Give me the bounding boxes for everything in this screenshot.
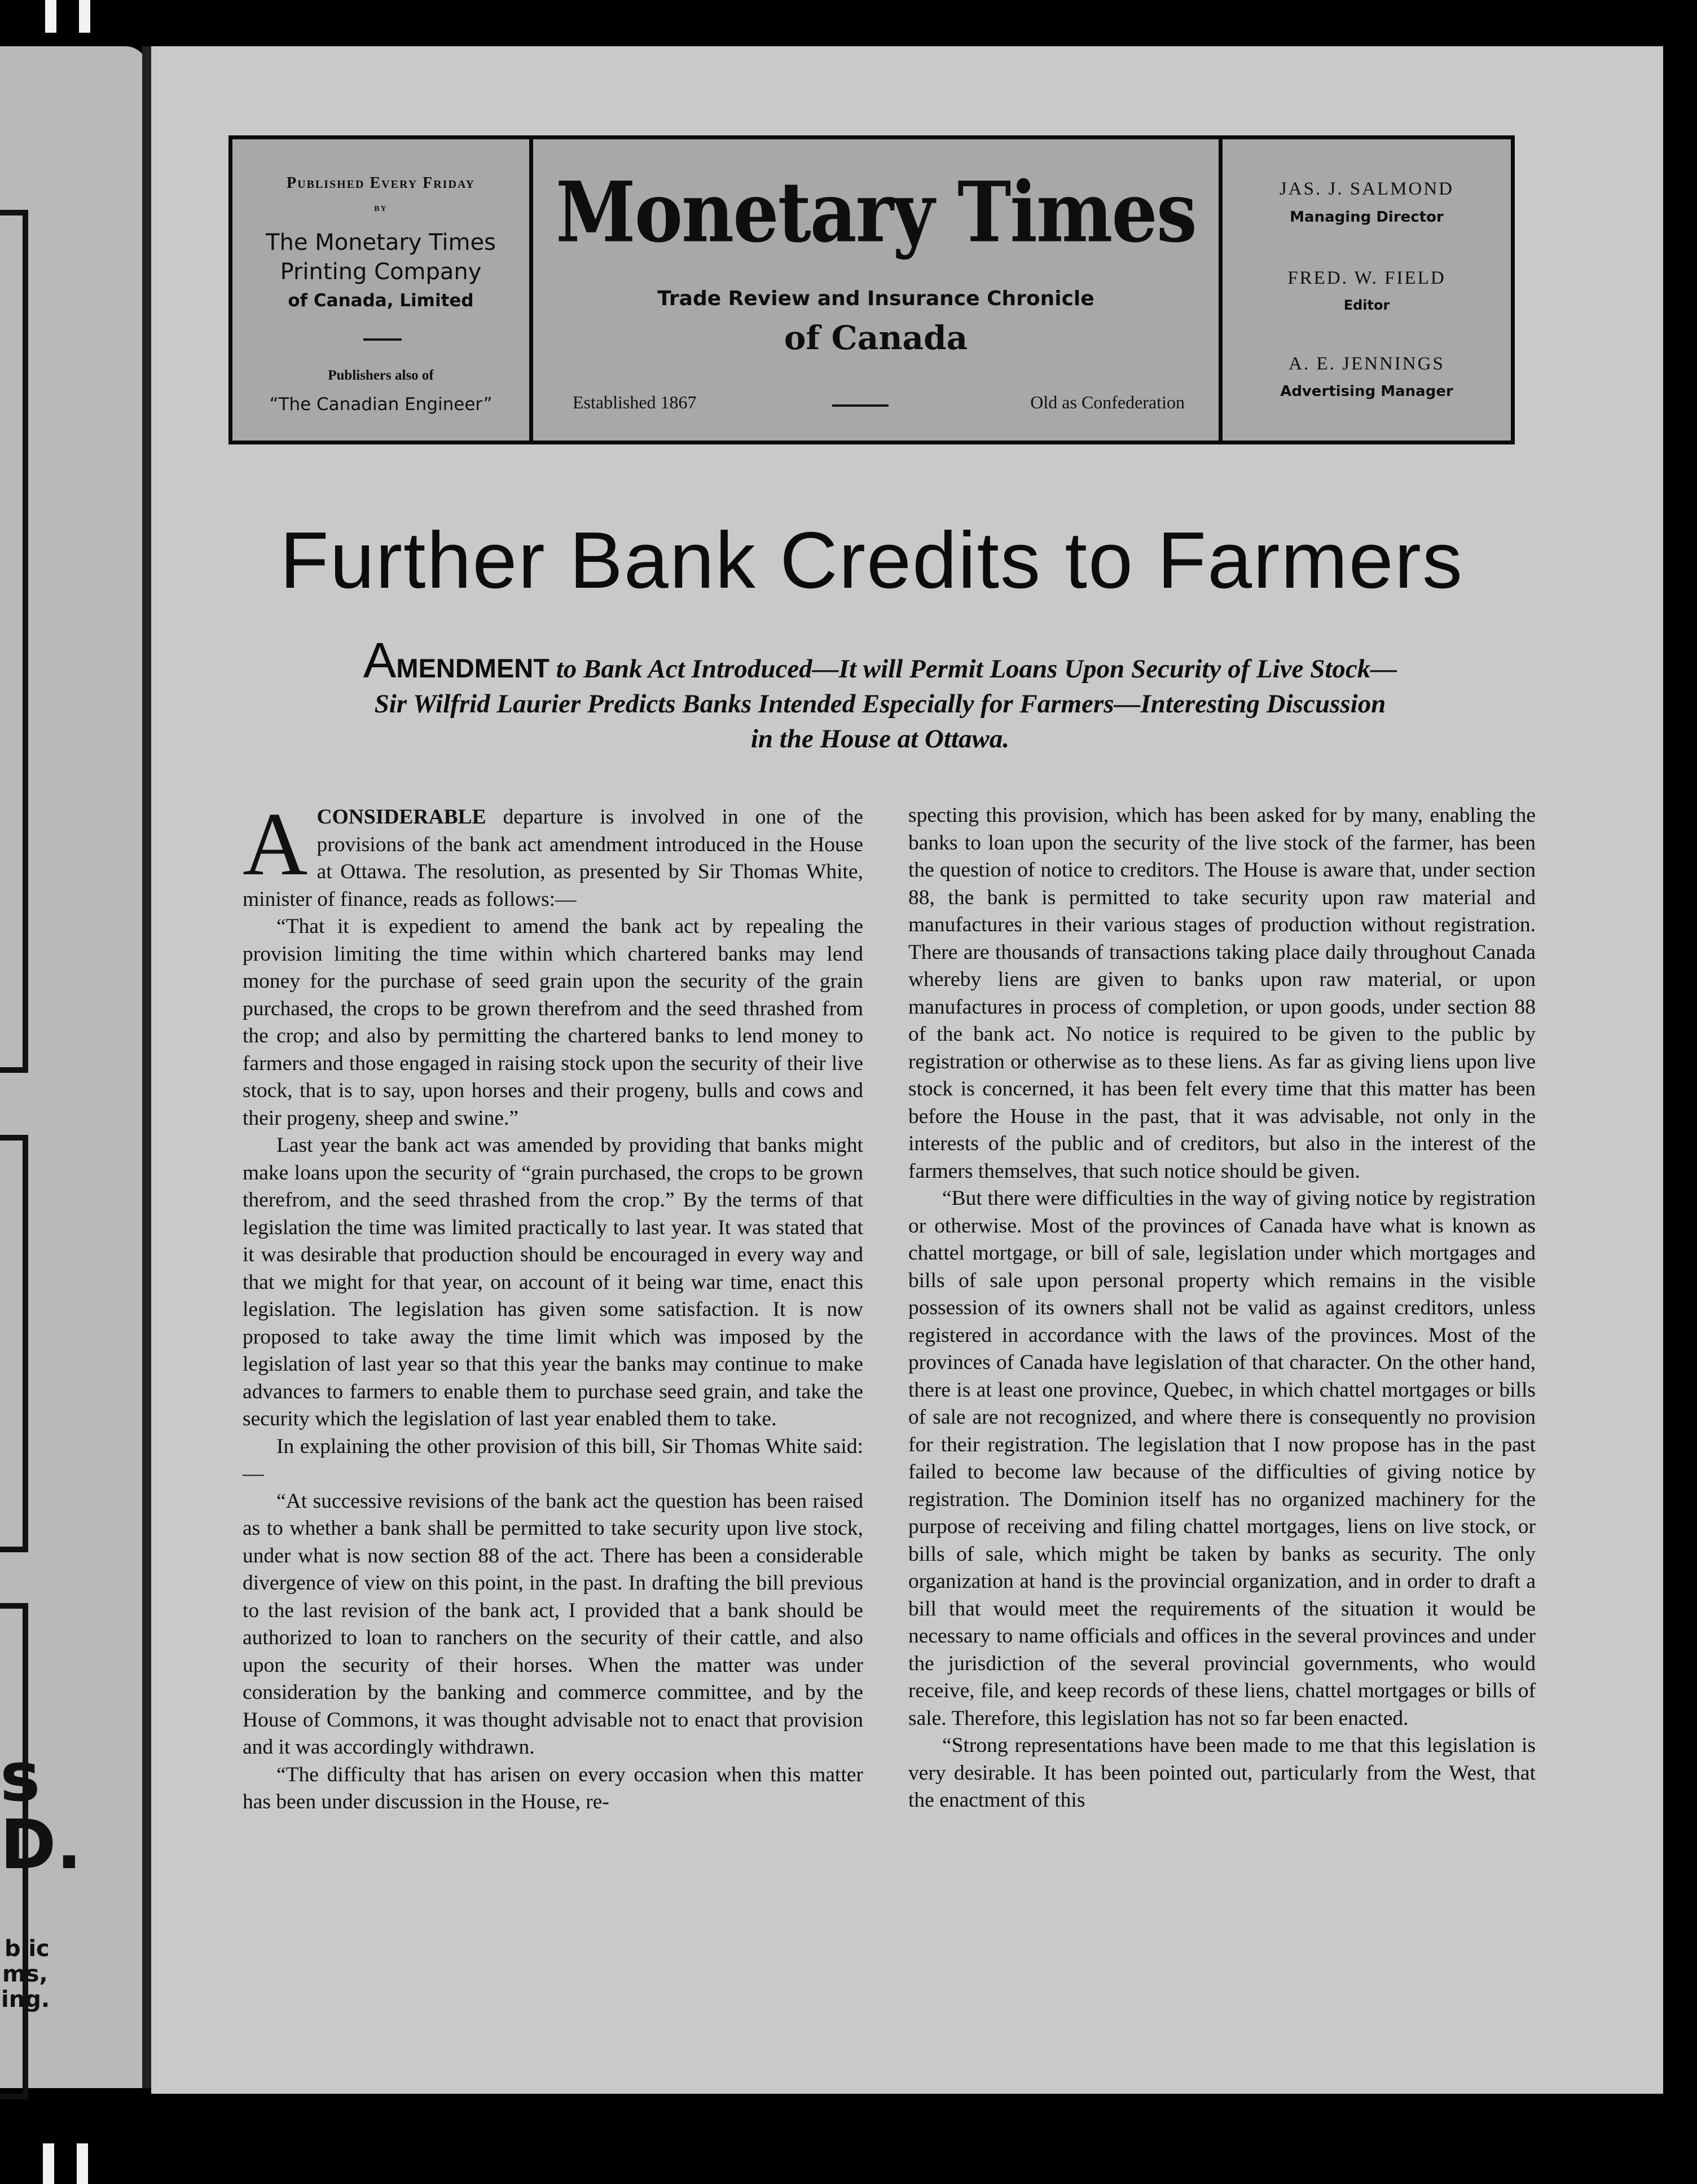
staff-role: Managing Director [1290,209,1444,226]
facing-page-fragment: ing. [1,1987,50,2013]
article-paragraph: “Strong representations have been made to me that this legislation is very desirable. It has been pointed out, particularly from the West, that the enactment of this [908,1734,1536,1812]
publication-of-canada: of Canada [784,319,968,357]
opening-caps: CONSIDERABLE [316,805,486,829]
masthead-title-panel [533,139,1223,441]
established-text: Established 1867 [573,392,697,412]
facing-page-fragment: s [0,1738,41,1817]
staff-name: JAS. J. SALMOND [1279,179,1454,199]
film-frame-mark [45,0,56,33]
article-paragraph: “But there were difficulties in the way of giving notice by registration or otherwise. Most of the provinces of Canada have what is known as chattel mortgage, or bill of sale, legislation under which mortgages and bills of sale upon personal property which remains in the visible possession of its owners shall not be valid as against creditors, unless registered in accordance with the laws of the provinces. Most of the provinces of Canada have legislation of that character. On the other hand, there is at least one province, Quebec, in which chattel mortgages or bills of sale are not recognized, and where there is consequently no provision for their registration. The legislation that I now propose has in the past failed to become law because of the difficulties of giving notice by registration. The Dominion itself has no organized machinery for the purpose of receiving and filing chattel mortgages, liens on live stock, or bills of sale, which might be taken by banks as security. The only organization at hand is the provincial organization, and in order to draft a bill that would meet the requirements of the situation it would be necessary to name officials and offices in the several provinces and under the jurisdiction of the several provincial governments, who would receive, file, and keep records of these liens, chattel mortgages or bills of sale. Therefore, this legislation has not so far been enacted. [908,1187,1536,1730]
article-headline: Further Bank Credits to Farmers [280,516,1463,605]
staff-role: Advertising Manager [1280,383,1453,400]
article-paragraph: “At successive revisions of the bank act the question has been raised as to whether a bank shall be permitted to take security upon live stock, under what is now section 88 of the act. There has been a considerable divergence of view on this point, in the past. In drafting the bill previous to the last revision of the bank act, I provided that a bank should be authorized to loan to ranchers on the security of their cattle, and also upon the security of their horses. When the matter was under consideration by the banking and commerce committee, and by the House of Commons, it was thought advisable not to enact that provision and it was accordingly withdrawn. [243,1489,863,1759]
publisher-name: Printing Company [280,259,482,285]
article-paragraph: specting this provision, which has been asked for by many, enabling the banks to loan upon the security of the live stock of the farmer, has been the question of notice to creditors. The House is aware that, under section 88, the bank is permitted to take security upon raw material and manufactures in their various stages of production without registration. There are thousands of transactions taking place daily throughout Canada whereby liens are given to banks upon raw material, or upon manufactures in process of completion, or upon goods, under section 88 of the bank act. No notice is required to be given to the public by registration or otherwise as to these liens. As far as giving liens upon live stock is concerned, it has been felt every time that this matter has been before the House in the past, that it was advisable, not only in the interests of the public and of creditors, but also in the interest of the farmers themselves, that such notice should be given. [908,804,1536,1183]
publisher-name: The Monetary Times [266,230,496,256]
article-paragraph [243,794,864,913]
masthead-publisher-panel [232,139,533,441]
film-frame-mark [43,2143,54,2184]
article-deck [361,632,1399,756]
publication-subtitle: Trade Review and Insurance Chronicle [657,287,1094,310]
staff-role: Editor [1343,297,1390,313]
also-publishes-title: “The Canadian Engineer” [269,394,493,415]
page-gutter [142,46,151,2088]
facing-page-fragment: D. [0,1806,82,1884]
facing-page-strip [0,46,148,2088]
article-column-left [243,794,864,1816]
article-paragraph: “That it is expedient to amend the bank act by repealing the provision limiting the time within which chartered banks may lend money for the purchase of seed grain upon the security of the grain purchased, the crops to be grown therefrom and the seed thrashed from the crop; and also by permitting the chartered banks to lend money to farmers and those engaged in raising stock upon the security of their live stock, that is to say, upon horses and their progeny, bulls and cows and their progeny, sheep and swine.” [243,915,863,1130]
facing-page-fragment: ms, [2,1961,48,1987]
publisher-name: of Canada, Limited [288,290,474,311]
publication-frequency: Published Every Friday [287,174,475,192]
film-frame-mark [77,2143,88,2184]
facing-page-fragment: blic [5,1936,50,1962]
film-frame-mark [79,0,90,33]
article-paragraph: “The difficulty that has arisen on every occasion when this matter has been under discussion in the House, re- [243,1763,863,1813]
paragraph-text: departure is involved in one of the provisions of the bank act amendment introduced in the House at Ottawa. The resolution, as presented by Sir Thomas White, minister of finance, reads as follows:— [243,805,864,911]
masthead-staff-panel [1223,139,1511,441]
article-column-right [908,802,1536,1815]
deck-caps-word: MENDMENT [396,653,549,683]
article-paragraph: In explaining the other provision of this bill, Sir Thomas White said:— [243,1434,863,1485]
staff-name: FRED. W. FIELD [1287,268,1446,288]
separator-dash [363,338,402,341]
deck-initial: A [363,632,397,688]
staff-name: A. E. JENNINGS [1289,354,1445,374]
facing-page-box [0,1135,28,1552]
facing-page-box [0,210,28,1073]
motto-text: Old as Confederation [1030,392,1185,412]
deck-text: to Bank Act Introduced—It will Permit Loans Upon Security of Live Stock—Sir Wilfrid Laurier Predicts Banks Intended Especially for Farmers—Interesting Discussion in the House at Ottawa. [374,654,1397,754]
article-paragraph: Last year the bank act was amended by providing that banks might make loans upon the security of “grain purchased, the crops to be grown therefrom, and the seed thrashed from the crop.” By the terms of that legislation the time was limited practically to last year. It was stated that it was desirable that production should be encouraged in every way and that we might for that year, on account of it being war time, enact this legislation. The legislation has given some satisfaction. It is now proposed to take away the time limit which was imposed by the legislation of last year so that this year the banks may continue to make advances to farmers to enable them to purchase seed grain, and take the security which the legislation of last year enabled them to take. [243,1134,863,1430]
masthead [228,135,1515,444]
also-publishers-label: Publishers also of [328,368,434,383]
publication-by: by [374,201,388,214]
publication-title: Monetary Times [556,164,1196,262]
drop-cap: A [243,794,308,894]
separator-dash [832,404,889,407]
